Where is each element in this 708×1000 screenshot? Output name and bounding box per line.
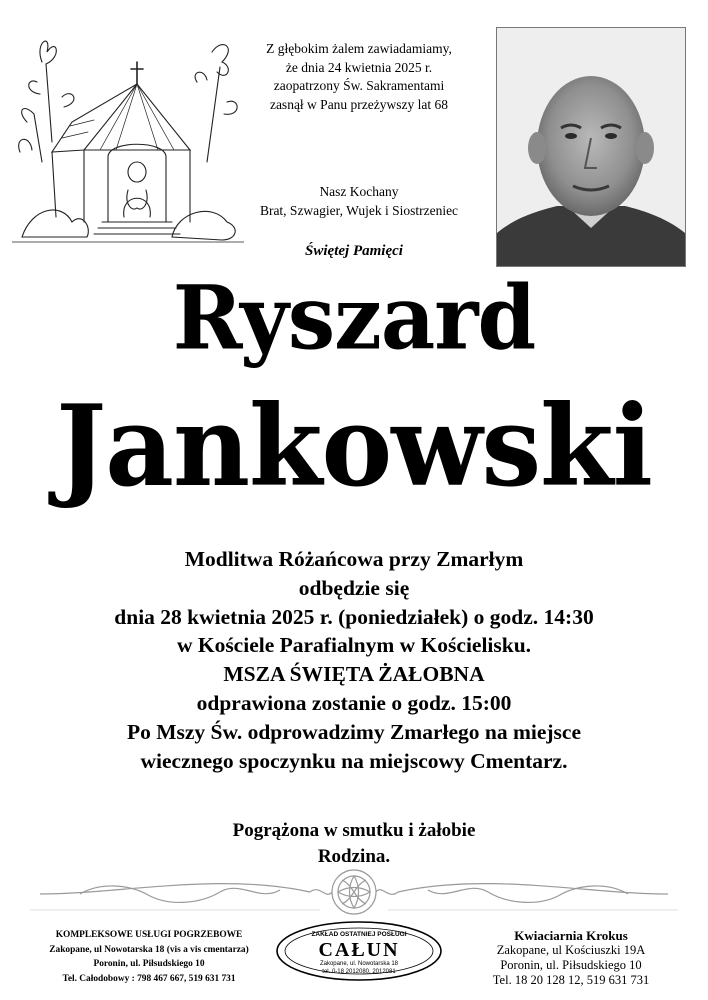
intro-line: zasnął w Panu przeżywszy lat 68 xyxy=(269,96,449,112)
logo-phone: tel. 0-18 2012080, 2012081 xyxy=(322,969,396,975)
memorial-heading: Świętej Pamięci xyxy=(305,243,403,259)
relation-line: Brat, Szwagier, Wujek i Siostrzeniec xyxy=(259,202,459,218)
portrait-photo xyxy=(496,27,686,267)
footer-left-line: KOMPLEKSOWE USŁUGI POGRZEBOWE xyxy=(55,930,243,940)
deceased-first-name: Ryszard xyxy=(172,265,536,370)
florist-info xyxy=(446,928,696,988)
footer-left-line: Zakopane, ul Nowotarska 18 (vis a vis cmentarza) xyxy=(49,944,249,955)
intro-line: zaopatrzony Św. Sakramentami xyxy=(273,78,445,93)
intro-line: Z głębokim żalem zawiadamiamy, xyxy=(266,41,452,56)
detail-line: MSZA ŚWIĘTA ŻAŁOBNA xyxy=(223,662,485,687)
ceremony-details xyxy=(0,545,708,775)
intro-line: że dnia 24 kwietnia 2025 r. xyxy=(285,59,433,75)
detail-line: odprawiona zostanie o godz. 15:00 xyxy=(196,690,512,715)
detail-line: dnia 28 kwietnia 2025 r. (poniedziałek) o godz. 14:30 xyxy=(114,604,594,629)
florist-line: Tel. 18 20 128 12, 519 631 731 xyxy=(492,973,650,987)
detail-line: wiecznego spoczynku na miejscowy Cmentarz. xyxy=(140,748,568,773)
florist-title: Kwiaciarnia Krokus xyxy=(514,928,628,943)
portrait-figure xyxy=(497,28,685,266)
footer-left-line: Poronin, ul. Piłsudskiego 10 xyxy=(93,959,205,969)
detail-line: Modlitwa Różańcowa przy Zmarłym xyxy=(184,547,524,571)
mourners-line: Rodzina. xyxy=(317,846,391,867)
funeral-services-info xyxy=(14,928,284,986)
detail-line: Po Mszy Św. odprowadzimy Zmarłego na miejsce xyxy=(126,719,582,744)
logo-address: Zakopane, ul. Nowotarska 18 xyxy=(319,961,399,967)
logo-name: CAŁUN xyxy=(318,939,400,961)
florist-line: Zakopane, ul Kościuszki 19A xyxy=(496,943,646,957)
calun-logo xyxy=(274,920,444,982)
relation-line: Nasz Kochany xyxy=(319,184,399,199)
relation-text xyxy=(232,183,486,220)
florist-line: Poronin, ul. Piłsudskiego 10 xyxy=(500,958,642,972)
footer-left-line: Tel. Całodobowy : 798 467 667, 519 631 731 xyxy=(62,973,236,984)
detail-line: w Kościele Parafialnym w Kościelisku. xyxy=(176,633,532,658)
floral-ornament-icon xyxy=(20,862,688,924)
detail-line: odbędzie się xyxy=(298,575,410,600)
chapel-drawing-icon xyxy=(12,22,244,250)
mourners-line: Pogrążona w smutku i żałobie xyxy=(232,820,476,841)
deceased-last-name: Jankowski xyxy=(56,379,652,512)
logo-top-text: ZAKŁAD OSTATNIEJ POSŁUGI xyxy=(311,931,407,938)
announcement-intro xyxy=(232,40,486,114)
